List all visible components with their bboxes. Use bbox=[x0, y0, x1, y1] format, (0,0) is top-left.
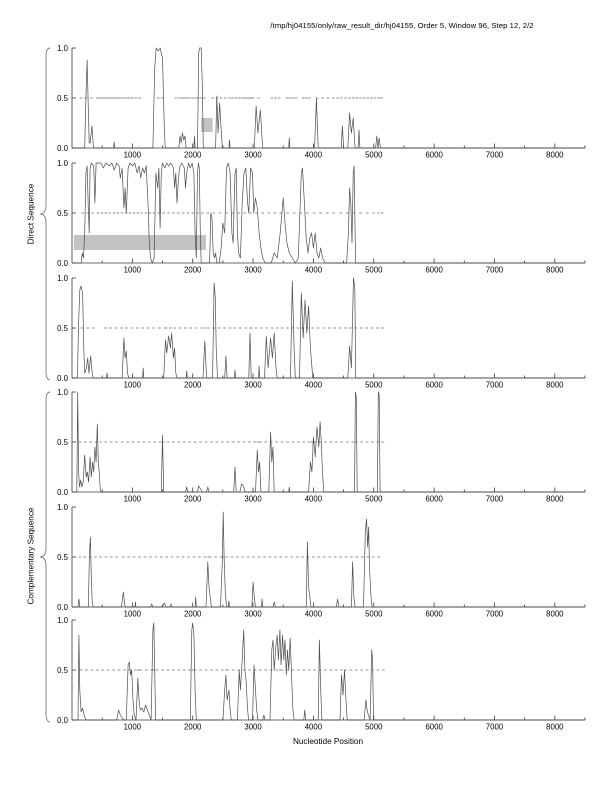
x-tick-label: 1000 bbox=[123, 380, 142, 390]
x-tick-label: 1000 bbox=[123, 609, 142, 619]
x-tick-label: 1000 bbox=[123, 494, 142, 504]
x-tick-label: 2000 bbox=[184, 150, 202, 160]
y-tick-label: 0.5 bbox=[57, 323, 68, 333]
x-tick-label: 3000 bbox=[244, 722, 262, 732]
x-tick-label: 3000 bbox=[244, 494, 262, 504]
y-tick-label: 0.0 bbox=[57, 715, 68, 725]
x-tick-label: 6000 bbox=[425, 150, 443, 160]
x-tick-label: 7000 bbox=[485, 265, 504, 275]
y-tick-label: 0.0 bbox=[57, 373, 68, 383]
group-label-complementary-sequence: Complementary Sequence bbox=[26, 507, 36, 605]
x-tick-label: 6000 bbox=[425, 380, 443, 390]
y-tick-label: 0.5 bbox=[57, 208, 68, 218]
x-tick-label: 5000 bbox=[365, 609, 383, 619]
x-tick-label: 5000 bbox=[365, 380, 383, 390]
y-tick-label: 0.5 bbox=[57, 437, 68, 447]
x-tick-label: 8000 bbox=[546, 265, 564, 275]
group-label-direct-sequence: Direct Sequence bbox=[26, 183, 36, 245]
x-tick-label: 8000 bbox=[546, 609, 564, 619]
x-tick-label: 7000 bbox=[485, 150, 504, 160]
y-tick-label: 0.0 bbox=[57, 143, 68, 153]
y-tick-label: 0.0 bbox=[57, 487, 68, 497]
x-tick-label: 6000 bbox=[425, 494, 443, 504]
x-tick-label: 4000 bbox=[304, 150, 323, 160]
x-tick-label: 6000 bbox=[425, 609, 443, 619]
y-tick-label: 0.5 bbox=[57, 552, 68, 562]
y-tick-label: 0.0 bbox=[57, 602, 68, 612]
x-tick-label: 4000 bbox=[304, 722, 323, 732]
x-tick-label: 4000 bbox=[304, 380, 323, 390]
x-tick-label: 1000 bbox=[123, 265, 142, 275]
figure-title: /tmp/hj04155/only/raw_result_dir/hj04155, Order 5, Window 96, Step 12, 2/2 bbox=[270, 21, 534, 30]
y-tick-label: 1.0 bbox=[57, 43, 68, 53]
x-tick-label: 7000 bbox=[485, 609, 504, 619]
y-tick-label: 1.0 bbox=[57, 615, 68, 625]
x-tick-label: 1000 bbox=[123, 150, 142, 160]
y-tick-label: 0.5 bbox=[57, 665, 68, 675]
x-axis-label: Nucleotide Position bbox=[292, 737, 364, 746]
x-tick-label: 5000 bbox=[365, 722, 383, 732]
highlight-region bbox=[74, 235, 206, 250]
y-tick-label: 1.0 bbox=[57, 502, 68, 512]
x-tick-label: 3000 bbox=[244, 150, 262, 160]
x-tick-label: 7000 bbox=[485, 494, 504, 504]
x-tick-label: 8000 bbox=[546, 380, 564, 390]
y-tick-label: 1.0 bbox=[57, 158, 68, 168]
x-tick-label: 2000 bbox=[184, 609, 202, 619]
x-tick-label: 3000 bbox=[244, 265, 262, 275]
x-tick-label: 6000 bbox=[425, 722, 443, 732]
x-tick-label: 7000 bbox=[485, 380, 504, 390]
x-tick-label: 3000 bbox=[244, 380, 262, 390]
x-tick-label: 8000 bbox=[546, 722, 564, 732]
x-tick-label: 8000 bbox=[546, 494, 564, 504]
x-tick-label: 4000 bbox=[304, 265, 323, 275]
x-tick-label: 2000 bbox=[184, 722, 202, 732]
direct-sequence-brace bbox=[40, 48, 50, 380]
complementary-sequence-brace bbox=[40, 392, 50, 722]
x-tick-label: 5000 bbox=[365, 265, 383, 275]
x-tick-label: 2000 bbox=[184, 265, 202, 275]
x-tick-label: 4000 bbox=[304, 494, 323, 504]
signal-line bbox=[72, 512, 585, 607]
x-tick-label: 2000 bbox=[184, 380, 202, 390]
x-tick-label: 4000 bbox=[304, 609, 323, 619]
x-tick-label: 6000 bbox=[425, 265, 443, 275]
y-tick-label: 0.5 bbox=[57, 93, 68, 103]
x-tick-label: 5000 bbox=[365, 494, 383, 504]
signal-line bbox=[72, 623, 585, 720]
y-tick-label: 1.0 bbox=[57, 387, 68, 397]
x-tick-label: 8000 bbox=[546, 150, 564, 160]
y-tick-label: 1.0 bbox=[57, 273, 68, 283]
x-tick-label: 7000 bbox=[485, 722, 504, 732]
x-tick-label: 3000 bbox=[244, 609, 262, 619]
x-tick-label: 1000 bbox=[123, 722, 142, 732]
x-tick-label: 2000 bbox=[184, 494, 202, 504]
y-tick-label: 0.0 bbox=[57, 258, 68, 268]
x-tick-label: 5000 bbox=[365, 150, 383, 160]
